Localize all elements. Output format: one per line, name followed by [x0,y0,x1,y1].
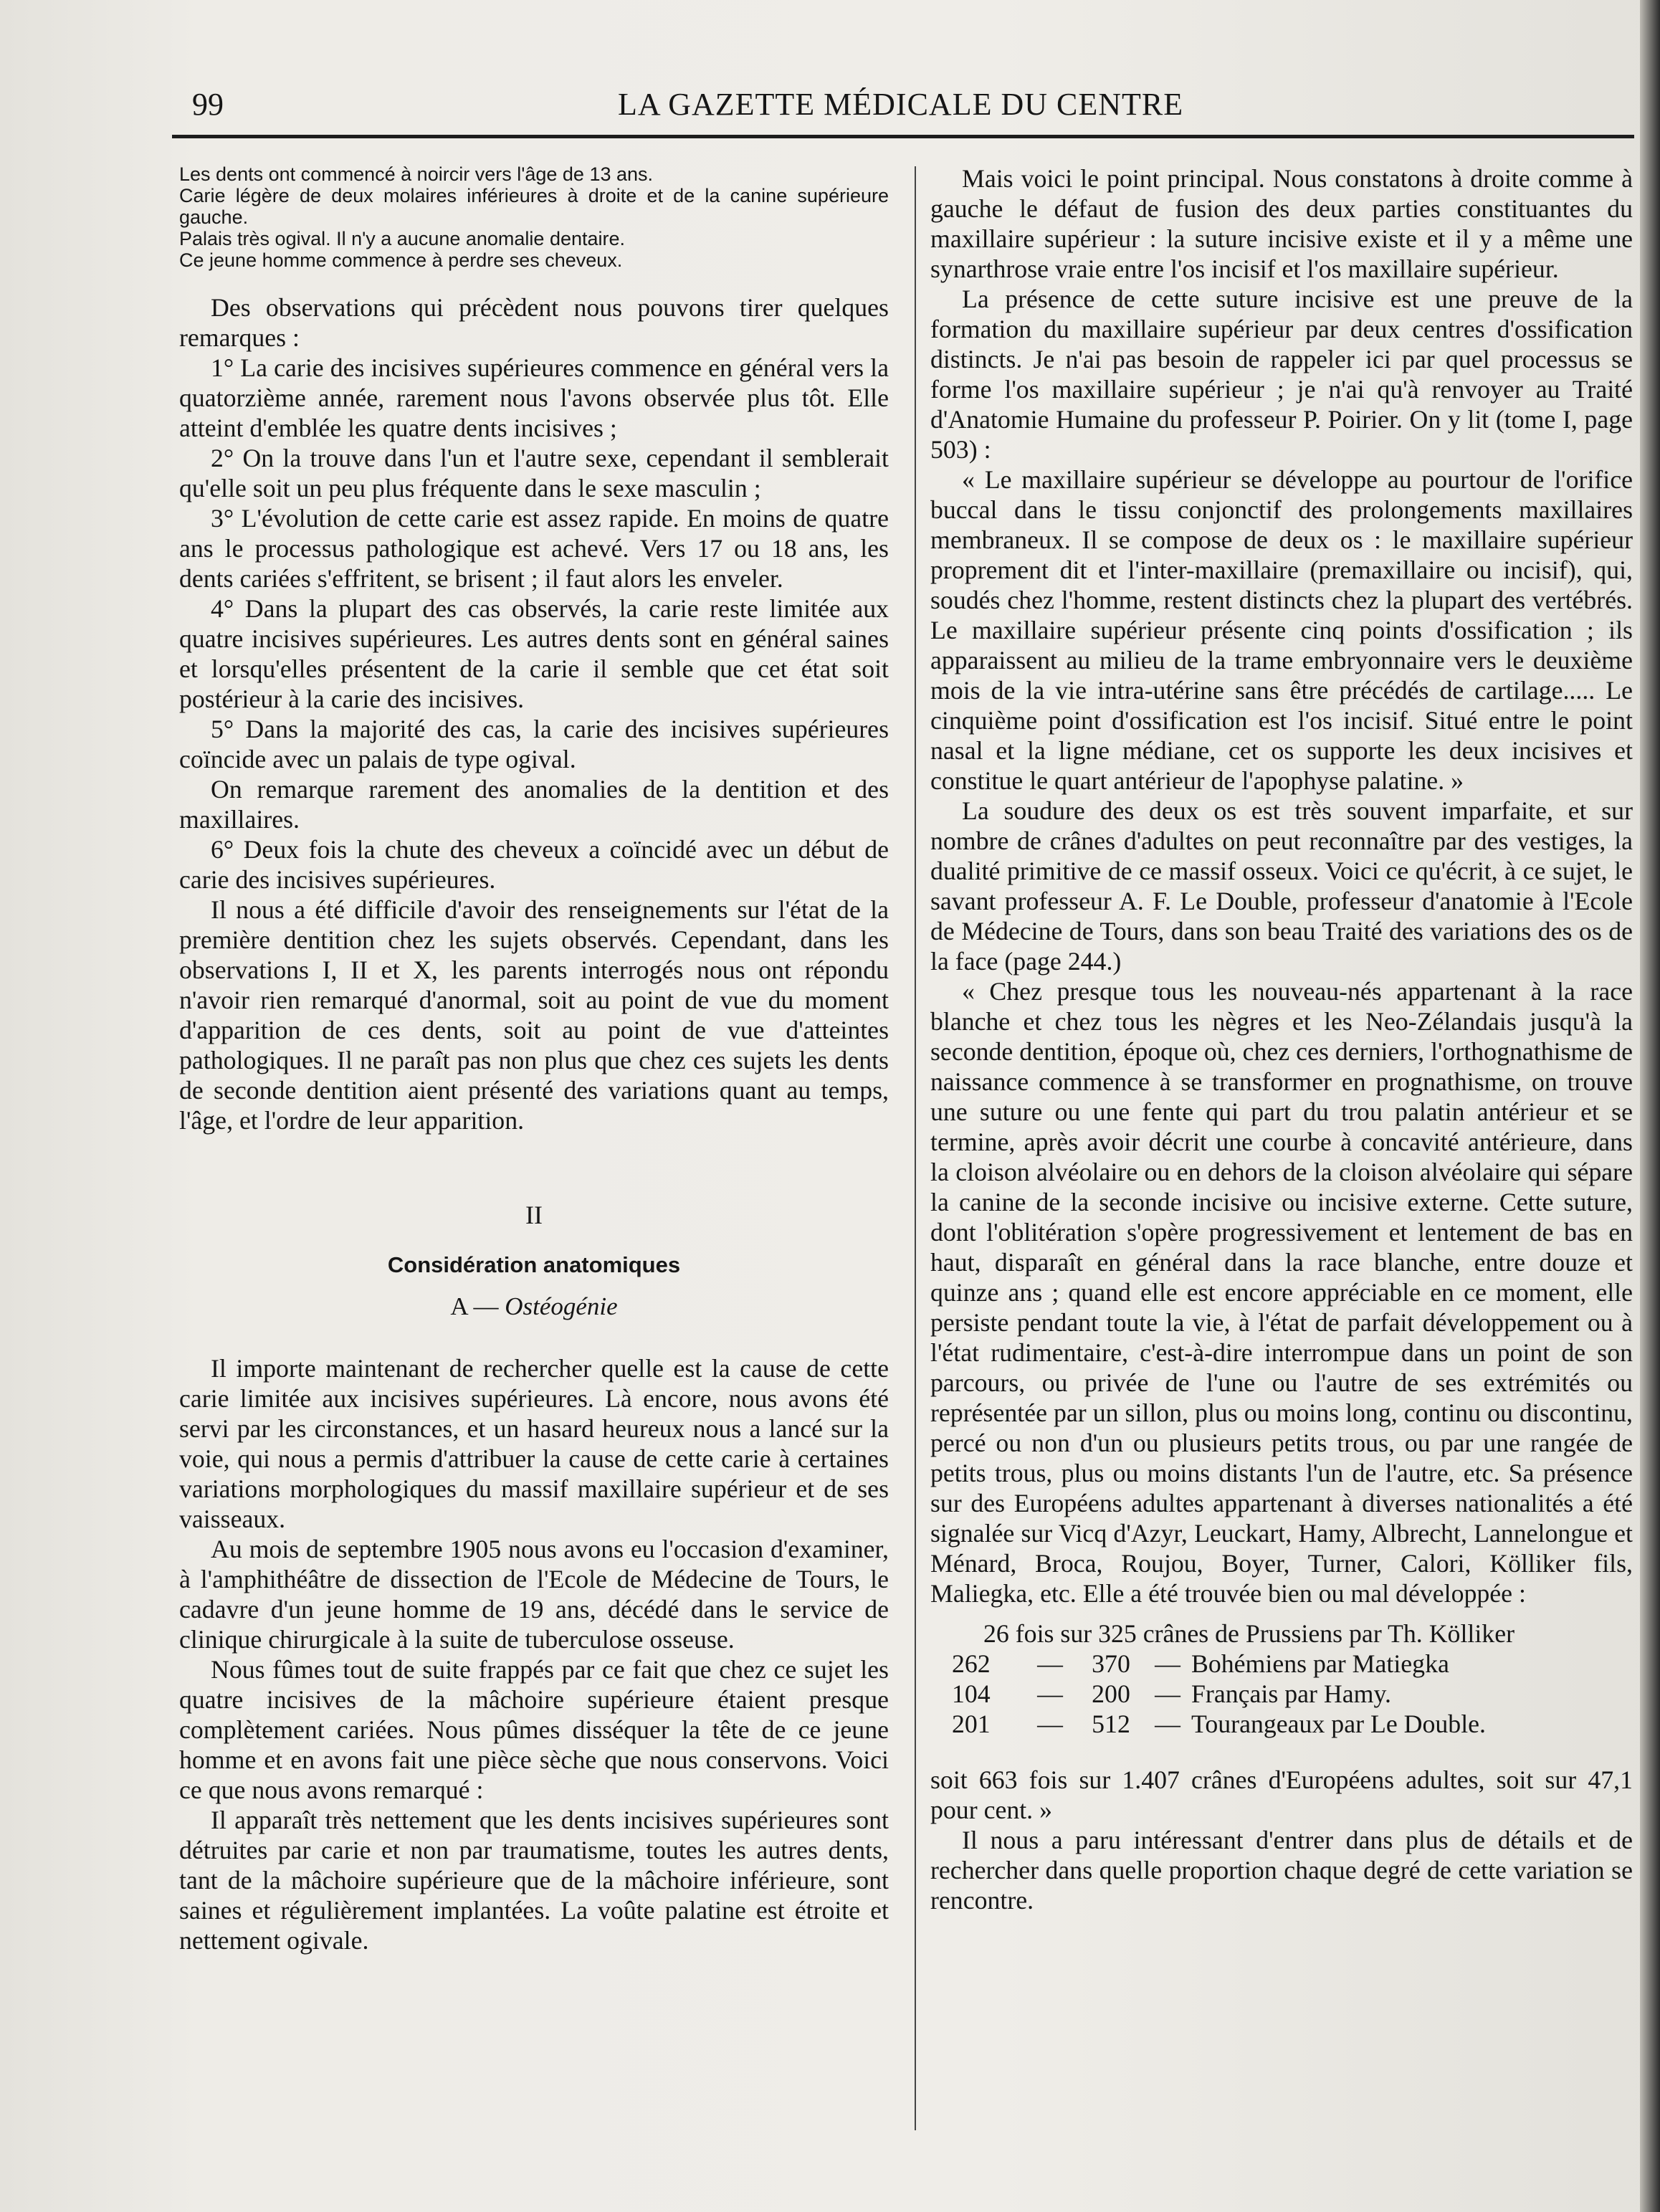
stat-dash: — [1037,1649,1063,1678]
page-header [172,82,1634,128]
stat-count: 104 [952,1679,991,1708]
quotation: « Le maxillaire supérieur se développe au pourtour de l'orifice buccal dans le tissu conjonctif des prolongements maxillaires membraneux. Il se compose de deux os : le maxillaire supérieur proprement dit et l'inter-maxillaire (premaxillaire ou incisif), qui, soudés chez l'homme, restent distincts chez la plupart des vertébrés. Le maxillaire supérieur présente cinq points d'ossification ; ils apparaissent au milieu de la trame embryonnaire vers le deuxième mois de la vie intra-utérine sans être précédés de cartilage..... Le cinquième point d'ossification est l'os incisif. Situé entre le point nasal et la ligne médiane, cet os supporte les deux incisives et constitue le quart antérieur de l'apophyse palatine. » [930,465,1633,795]
column-rule [915,166,916,2130]
paragraph: 2° On la trouve dans l'un et l'autre sexe, cependant il semblerait qu'elle soit un peu plus fréquente dans le sexe masculin ; [179,444,889,502]
page-number: 99 [192,87,224,122]
paragraph: Nous fûmes tout de suite frappés par ce fait que chez ce sujet les quatre incisives de la mâchoire supérieure étaient presque complètement cariées. Nous pûmes disséquer la tête de ce jeune homme et en avons fait une pièce sèche que nous conservons. Voici ce que nous avons remarqué : [179,1655,889,1804]
subsection-title: Ostéogénie [505,1292,618,1320]
paragraph: 5° Dans la majorité des cas, la carie des incisives supérieures coïncide avec un palais de type ogival. [179,715,889,773]
stat-source: Bohémiens par Matiegka [1191,1649,1449,1678]
paragraph: 6° Deux fois la chute des cheveux a coïncidé avec un début de carie des incisives supérieures. [179,835,889,894]
paragraph: Il apparaît très nettement que les dents incisives supérieures sont détruites par carie et non par traumatisme, toutes les autres dents, tant de la mâchoire supérieure que de la mâchoire inférieure, sont saines et régulièrement implantées. La voûte palatine est étroite et nettement ogivale. [179,1806,889,1955]
paragraph: Des observations qui précèdent nous pouvons tirer quelques remarques : [179,293,889,352]
paragraph: La présence de cette suture incisive est une preuve de la formation du maxillaire supérieur par deux centres d'ossification distincts. Je n'ai pas besoin de rappeler ici par quel processus se forme l'os maxillaire supérieur ; je n'ai qu'à renvoyer au Traité d'Anatomie Humaine du professeur P. Poirier. On y lit (tome I, page 503) : [930,285,1633,464]
statistics-first-line: 26 fois sur 325 crânes de Prussiens par Th. Kölliker [983,1619,1515,1648]
running-title: LA GAZETTE MÉDICALE DU CENTRE [618,87,1184,122]
paragraph: Il nous a été difficile d'avoir des renseignements sur l'état de la première dentition chez les sujets observés. Cependant, dans les observations I, II et X, les parents interrogés nous ont répondu n'avoir rien remarqué d'anormal, soit au point de vue du moment d'apparition de ces dents, soit au point de vue d'atteintes pathologiques. Il ne paraît pas non plus que chez ces sujets les dents de seconde dentition aient présenté des variations quant au temps, l'âge, et l'ordre de leur apparition. [179,895,889,1135]
header-rule [172,135,1634,138]
note-line: Ce jeune homme commence à perdre ses cheveux. [179,249,623,271]
statistics-row [952,1679,1633,1709]
statistics-row [952,1709,1633,1739]
section-number: II [525,1201,543,1229]
binding-edge-shadow [1640,0,1660,2212]
paragraph: 3° L'évolution de cette carie est assez rapide. En moins de quatre ans le processus pathologique est achevé. Vers 17 ou 18 ans, les dents cariées s'effritent, se brisent ; il faut alors les enveler. [179,504,889,593]
paragraph: Il importe maintenant de rechercher quelle est la cause de cette carie limitée aux incisives supérieures. Là encore, nous avons été servi par les circonstances, et un hasard heureux nous a lancé sur la voie, qui nous a permis d'attribuer la cause de cette carie à certaines variations morphologiques du massif maxillaire supérieur et de ses vaisseaux. [179,1354,889,1533]
stat-dash: — [1155,1710,1180,1738]
note-line: Carie légère de deux molaires inférieures à droite et de la canine supérieure gauche. [179,185,889,228]
stat-dash: — [1037,1710,1063,1738]
paragraph: Il nous a paru intéressant d'entrer dans plus de détails et de rechercher dans quelle proportion chaque degré de cette variation se rencontre. [930,1826,1633,1915]
paragraph: Mais voici le point principal. Nous constatons à droite comme à gauche le défaut de fusion des deux parties constituantes du maxillaire supérieur : la suture incisive existe et il y a même une synarthrose vraie entre l'os incisif et l'os maxillaire supérieur. [930,164,1633,283]
paragraph: On remarque rarement des anomalies de la dentition et des maxillaires. [179,775,889,834]
paragraph: Au mois de septembre 1905 nous avons eu l'occasion d'examiner, à l'amphithéâtre de dissection de l'Ecole de Médecine de Tours, le cadavre d'un jeune homme de 19 ans, décédé dans le service de clinique chirurgicale à la suite de tuberculose osseuse. [179,1535,889,1654]
right-column [930,163,1633,1915]
stat-total: 370 [1092,1649,1130,1678]
stat-total: 512 [1092,1710,1130,1738]
paragraph: 4° Dans la plupart des cas observés, la carie reste limitée aux quatre incisives supérieures. Les autres dents sont en général saines et lorsqu'elles présentent de la carie il semble que cet état soit postérieur à la carie des incisives. [179,594,889,713]
stat-dash: — [1155,1679,1180,1708]
stat-dash: — [1155,1649,1180,1678]
stat-total: 200 [1092,1679,1130,1708]
paragraph: 1° La carie des incisives supérieures commence en général vers la quatorzième année, rarement nous l'avons observée plus tôt. Elle atteint d'emblée les quatre dents incisives ; [179,353,889,442]
statistics-row [952,1649,1633,1679]
statistics-table [952,1619,1633,1739]
paragraph: La soudure des deux os est très souvent imparfaite, et sur nombre de crânes d'adultes on peut reconnaître par des vestiges, la dualité primitive de ce massif osseux. Voici ce qu'écrit, à ce sujet, le savant professeur A. F. Le Double, professeur d'anatomie à l'Ecole de Médecine de Tours, dans son beau Traité des variations des os de la face (page 244.) [930,796,1633,976]
subsection-heading [179,1292,889,1322]
paragraph: soit 663 fois sur 1.407 crânes d'Européens adultes, soit sur 47,1 pour cent. » [930,1765,1633,1824]
observation-notes [179,163,889,271]
quotation: « Chez presque tous les nouveau-nés appartenant à la race blanche et chez tous les nègres et les Neo-Zélandais jusqu'à la seconde dentition, époque où, chez ces derniers, l'orthognathisme de naissance commence à se transformer en prognathisme, on trouve une suture ou une fente qui part du trou palatin antérieur et se termine, après avoir décrit une courbe à concavité antérieure, dans la cloison alvéolaire ou en dehors de la cloison alvéolaire qui sépare la canine de la seconde incisive ou incisive externe. Cette suture, dont l'oblitération s'opère progressivement et lentement de bas en haut, disparaît en général dans la race blanche, entre douze et quinze ans ; quand elle est encore appréciable en ce moment, elle persiste pendant toute la vie, à l'état de parfait développement ou à l'état rudimentaire, c'est-à-dire interrompue dans un point de son parcours, ou privée de l'une ou l'autre de ses extrémités ou représentée par un sillon, plus ou moins long, continu ou discontinu, percé ou non d'un ou plusieurs petits trous, ou par une rangée de petits trous, plus ou moins distants l'un de l'autre, etc. Sa présence sur des Européens adultes appartenant à diverses nationalités a été signalée sur Vicq d'Azyr, Leuckart, Hamy, Albrecht, Lannelongue et Ménard, Broca, Roujou, Boyer, Turner, Calori, Kölliker fils, Maliegka, etc. Elle a été trouvée bien ou mal développée : [930,977,1633,1608]
stat-count: 262 [952,1649,991,1678]
section-title: Considération anatomiques [387,1252,681,1277]
stat-dash: — [1037,1679,1063,1708]
stat-count: 201 [952,1710,991,1738]
note-line: Palais très ogival. Il n'y a aucune anomalie dentaire. [179,228,626,249]
stat-source: Français par Hamy. [1191,1679,1391,1708]
subsection-letter: A — [450,1292,499,1320]
stat-source: Tourangeaux par Le Double. [1191,1710,1486,1738]
left-column [179,163,889,1955]
note-line: Les dents ont commencé à noircir vers l'âge de 13 ans. [179,163,654,185]
